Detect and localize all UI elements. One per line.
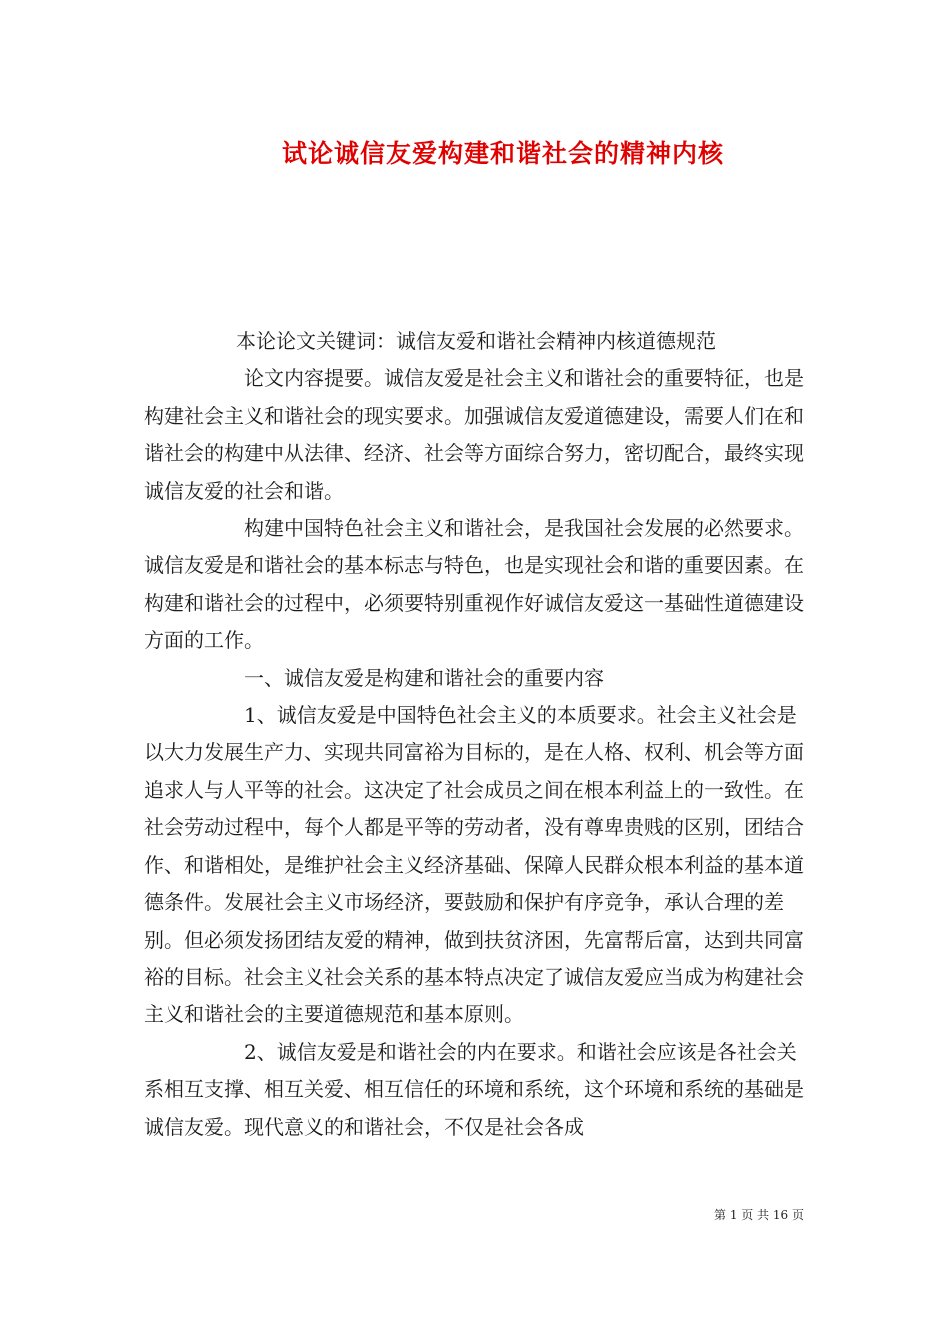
page-number-footer: 第 1 页 共 16 页 bbox=[714, 1208, 804, 1222]
intro-paragraph: 构建中国特色社会主义和谐社会，是我国社会发展的必然要求。诚信友爱是和谐社会的基本标志与特色，也是实现社会和谐的重要因素。在构建和谐社会的过程中，必须要特别重视作好诚信友爱这一基础性道德建设方面的工作。 bbox=[144, 516, 804, 653]
document-title: 试论诚信友爱构建和谐社会的精神内核 bbox=[281, 139, 724, 168]
keywords-line: 本论论文关键词：诚信友爱和谐社会精神内核道德规范 bbox=[236, 329, 716, 353]
body-paragraph-2: 2、诚信友爱是和谐社会的内在要求。和谐社会应该是各社会关系相互支撑、相互关爱、相互信任的环境和系统，这个环境和系统的基础是诚信友爱。现代意义的和谐社会，不仅是社会各成 bbox=[144, 1039, 804, 1139]
section-heading: 一、诚信友爱是构建和谐社会的重要内容 bbox=[244, 665, 604, 690]
abstract-paragraph: 论文内容提要。诚信友爱是社会主义和谐社会的重要特征，也是构建社会主义和谐社会的现实要求。加强诚信友爱道德建设，需要人们在和谐社会的构建中从法律、经济、社会等方面综合努力，密切配合，最终实现诚信友爱的社会和谐。 bbox=[144, 366, 804, 503]
body-paragraph-1: 1、诚信友爱是中国特色社会主义的本质要求。社会主义社会是以大力发展生产力、实现共同富裕为目标的，是在人格、权利、机会等方面追求人与人平等的社会。这决定了社会成员之间在根本利益上的一致性。在社会劳动过程中，每个人都是平等的劳动者，没有尊卑贵贱的区别，团结合作、和谐相处，是维护社会主义经济基础、保障人民群众根本利益的基本道德条件。发展社会主义市场经济，要鼓励和保护有序竞争，承认合理的差别。但必须发扬团结友爱的精神，做到扶贫济困，先富帮后富，达到共同富裕的目标。社会主义社会关系的基本特点决定了诚信友爱应当成为构建社会主义和谐社会的主要道德规范和基本原则。 bbox=[144, 703, 804, 1027]
document-body bbox=[144, 323, 808, 1146]
